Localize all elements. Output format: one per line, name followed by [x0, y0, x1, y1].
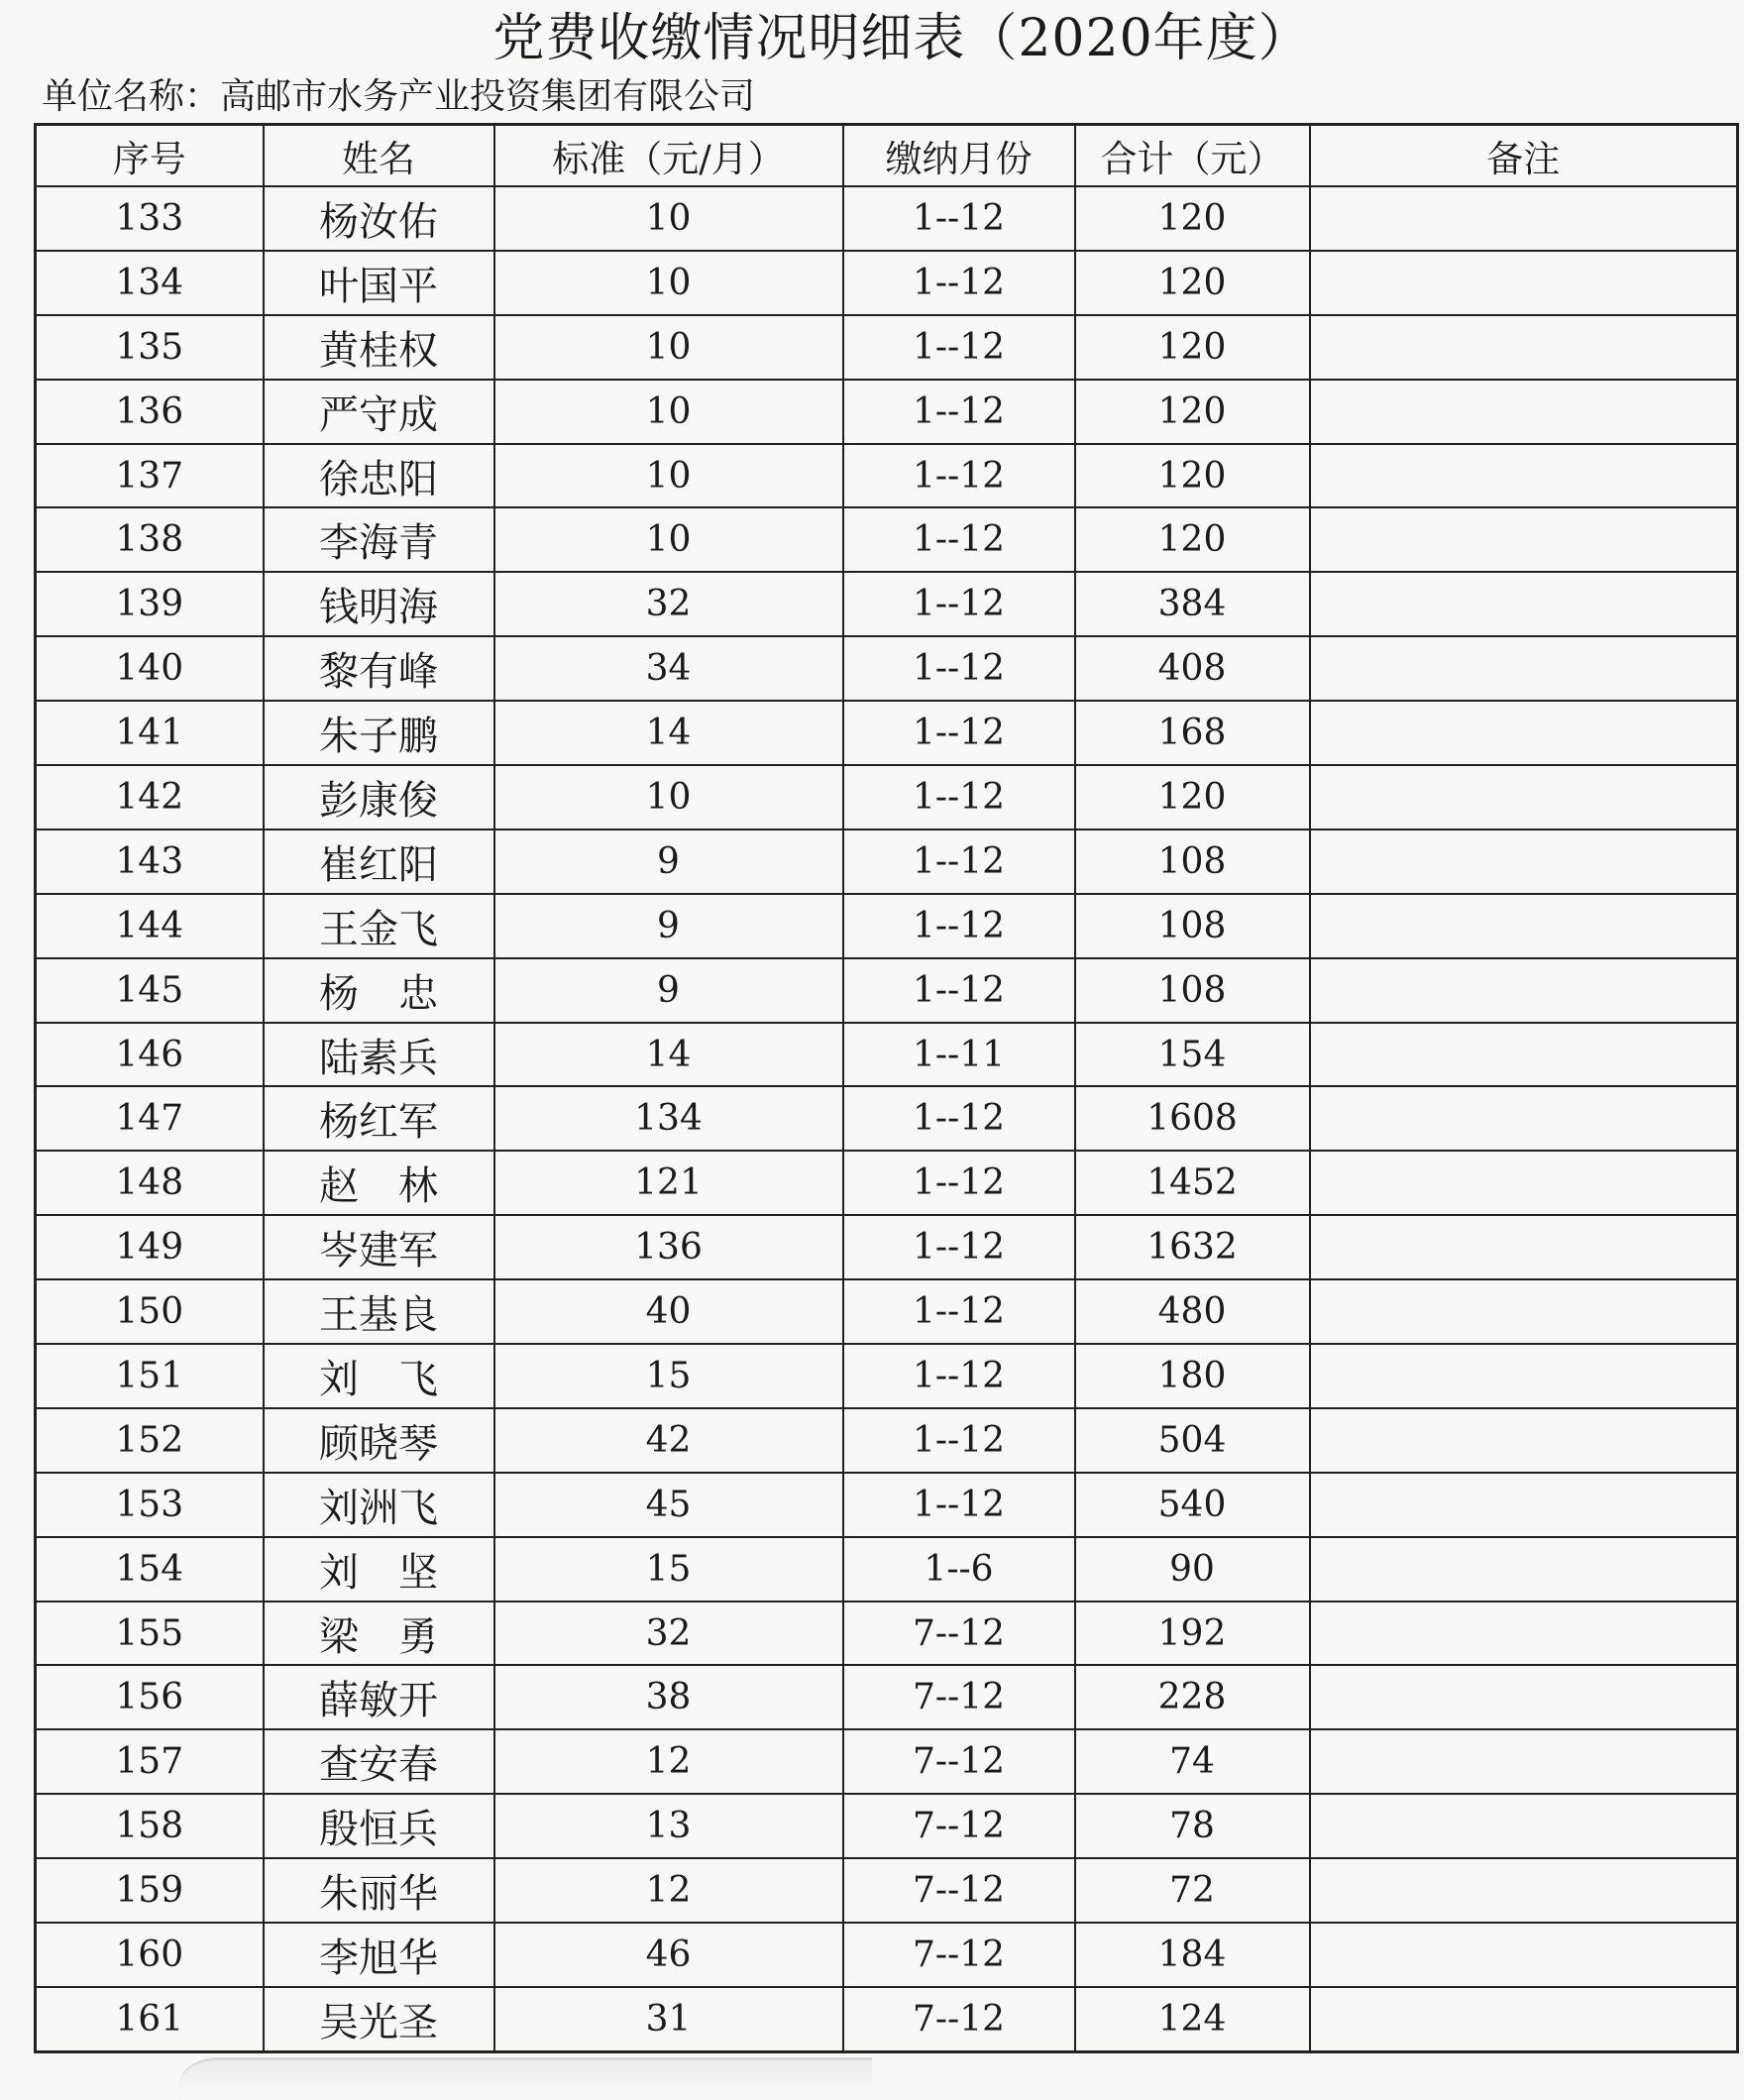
- cell-note: [1310, 894, 1738, 958]
- cell-months: 1--12: [843, 1215, 1075, 1279]
- cell-months: 1--12: [843, 894, 1075, 958]
- cell-no: 153: [36, 1473, 264, 1537]
- cell-note: [1310, 507, 1738, 572]
- document-title: 党费收缴情况明细表（2020年度）: [492, 9, 1311, 68]
- cell-total: 124: [1075, 1987, 1310, 2052]
- cell-no: 147: [36, 1086, 264, 1151]
- cell-name: 李旭华: [264, 1923, 494, 1987]
- cell-months: 1--12: [843, 1086, 1075, 1151]
- cell-standard: 13: [494, 1794, 843, 1858]
- table-row: [36, 380, 1738, 444]
- cell-no: 141: [36, 701, 264, 765]
- cell-no: 150: [36, 1279, 264, 1344]
- table-row: [36, 1858, 1738, 1923]
- table-row: [36, 507, 1738, 572]
- cell-total: 120: [1075, 765, 1310, 829]
- cell-months: 1--12: [843, 1344, 1075, 1408]
- cell-name: 岑建军: [264, 1215, 494, 1279]
- cell-total: 120: [1075, 315, 1310, 380]
- cell-no: 142: [36, 765, 264, 829]
- cell-standard: 34: [494, 636, 843, 701]
- cell-name: 王基良: [264, 1279, 494, 1344]
- cell-no: 158: [36, 1794, 264, 1858]
- cell-name: 钱明海: [264, 572, 494, 636]
- cell-no: 156: [36, 1665, 264, 1729]
- cell-standard: 134: [494, 1086, 843, 1151]
- cell-standard: 31: [494, 1987, 843, 2052]
- cell-name: 李海青: [264, 507, 494, 572]
- cell-no: 148: [36, 1151, 264, 1215]
- cell-months: 1--12: [843, 186, 1075, 251]
- cell-standard: 12: [494, 1729, 843, 1794]
- cell-standard: 15: [494, 1537, 843, 1602]
- cell-months: 1--12: [843, 507, 1075, 572]
- header-row: [36, 125, 1738, 187]
- cell-note: [1310, 1923, 1738, 1987]
- cell-standard: 10: [494, 251, 843, 315]
- table-row: [36, 186, 1738, 251]
- cell-no: 144: [36, 894, 264, 958]
- table-row: [36, 1473, 1738, 1537]
- cell-total: 120: [1075, 444, 1310, 508]
- cell-no: 152: [36, 1408, 264, 1473]
- cell-months: 1--12: [843, 829, 1075, 894]
- cell-standard: 10: [494, 765, 843, 829]
- cell-note: [1310, 1344, 1738, 1408]
- cell-note: [1310, 958, 1738, 1023]
- cell-note: [1310, 380, 1738, 444]
- header-name: 姓名: [264, 125, 494, 187]
- cell-no: 138: [36, 507, 264, 572]
- table-row: [36, 636, 1738, 701]
- table-body: [36, 186, 1738, 2052]
- cell-months: 7--12: [843, 1923, 1075, 1987]
- cell-no: 139: [36, 572, 264, 636]
- cell-total: 180: [1075, 1344, 1310, 1408]
- cell-months: 1--12: [843, 572, 1075, 636]
- cell-note: [1310, 251, 1738, 315]
- cell-months: 1--6: [843, 1537, 1075, 1602]
- cell-name: 刘洲飞: [264, 1473, 494, 1537]
- cell-name: 崔红阳: [264, 829, 494, 894]
- cell-note: [1310, 765, 1738, 829]
- cell-name: 杨汝佑: [264, 186, 494, 251]
- table-row: [36, 1794, 1738, 1858]
- cell-total: 1632: [1075, 1215, 1310, 1279]
- cell-note: [1310, 701, 1738, 765]
- table-row: [36, 1279, 1738, 1344]
- cell-standard: 46: [494, 1923, 843, 1987]
- cell-months: 1--12: [843, 444, 1075, 508]
- cell-note: [1310, 572, 1738, 636]
- table-row: [36, 1086, 1738, 1151]
- cell-total: 72: [1075, 1858, 1310, 1923]
- table-header: [36, 125, 1738, 187]
- table-row: [36, 251, 1738, 315]
- cell-months: 1--12: [843, 636, 1075, 701]
- cell-no: 154: [36, 1537, 264, 1602]
- cell-no: 133: [36, 186, 264, 251]
- cell-total: 78: [1075, 1794, 1310, 1858]
- cell-note: [1310, 1794, 1738, 1858]
- cell-note: [1310, 1408, 1738, 1473]
- cell-name: 赵 林: [264, 1151, 494, 1215]
- cell-no: 149: [36, 1215, 264, 1279]
- cell-no: 143: [36, 829, 264, 894]
- cell-standard: 9: [494, 894, 843, 958]
- cell-months: 7--12: [843, 1729, 1075, 1794]
- cell-note: [1310, 1023, 1738, 1087]
- cell-note: [1310, 1215, 1738, 1279]
- cell-total: 228: [1075, 1665, 1310, 1729]
- table-row: [36, 1602, 1738, 1666]
- cell-no: 151: [36, 1344, 264, 1408]
- cell-no: 135: [36, 315, 264, 380]
- cell-name: 彭康俊: [264, 765, 494, 829]
- table-row: [36, 1215, 1738, 1279]
- table-row: [36, 1987, 1738, 2052]
- cell-name: 查安春: [264, 1729, 494, 1794]
- cell-total: 120: [1075, 380, 1310, 444]
- table-row: [36, 1537, 1738, 1602]
- cell-months: 7--12: [843, 1665, 1075, 1729]
- cell-total: 504: [1075, 1408, 1310, 1473]
- cell-standard: 14: [494, 701, 843, 765]
- table-row: [36, 1923, 1738, 1987]
- cell-note: [1310, 1151, 1738, 1215]
- cell-no: 161: [36, 1987, 264, 2052]
- cell-no: 159: [36, 1858, 264, 1923]
- cell-no: 155: [36, 1602, 264, 1666]
- cell-name: 黄桂权: [264, 315, 494, 380]
- cell-standard: 32: [494, 572, 843, 636]
- cell-note: [1310, 315, 1738, 380]
- cell-total: 120: [1075, 507, 1310, 572]
- cell-total: 408: [1075, 636, 1310, 701]
- cell-total: 108: [1075, 829, 1310, 894]
- cell-months: 1--12: [843, 1151, 1075, 1215]
- cell-total: 108: [1075, 958, 1310, 1023]
- cell-note: [1310, 636, 1738, 701]
- cell-note: [1310, 186, 1738, 251]
- header-standard: 标准（元/月）: [494, 125, 843, 187]
- cell-months: 1--12: [843, 251, 1075, 315]
- cell-standard: 10: [494, 315, 843, 380]
- table-row: [36, 1408, 1738, 1473]
- cell-months: 7--12: [843, 1987, 1075, 2052]
- cell-total: 90: [1075, 1537, 1310, 1602]
- cell-months: 7--12: [843, 1858, 1075, 1923]
- cell-total: 168: [1075, 701, 1310, 765]
- table-row: [36, 1151, 1738, 1215]
- dues-table: [34, 123, 1739, 2053]
- cell-total: 1452: [1075, 1151, 1310, 1215]
- cell-no: 140: [36, 636, 264, 701]
- cell-total: 120: [1075, 251, 1310, 315]
- cell-note: [1310, 1987, 1738, 2052]
- cell-months: 7--12: [843, 1794, 1075, 1858]
- cell-standard: 32: [494, 1602, 843, 1666]
- cell-name: 朱丽华: [264, 1858, 494, 1923]
- cell-note: [1310, 1729, 1738, 1794]
- cell-months: 1--12: [843, 315, 1075, 380]
- cell-total: 74: [1075, 1729, 1310, 1794]
- cell-note: [1310, 1086, 1738, 1151]
- cell-name: 薛敏开: [264, 1665, 494, 1729]
- cell-name: 黎有峰: [264, 636, 494, 701]
- cell-note: [1310, 1858, 1738, 1923]
- cell-months: 1--12: [843, 701, 1075, 765]
- table-row: [36, 894, 1738, 958]
- cell-name: 梁 勇: [264, 1602, 494, 1666]
- header-note: 备注: [1310, 125, 1738, 187]
- cell-months: 1--12: [843, 380, 1075, 444]
- table-row: [36, 829, 1738, 894]
- cell-standard: 14: [494, 1023, 843, 1087]
- cell-name: 刘 坚: [264, 1537, 494, 1602]
- cell-no: 160: [36, 1923, 264, 1987]
- cell-standard: 40: [494, 1279, 843, 1344]
- cell-name: 顾晓琴: [264, 1408, 494, 1473]
- table-row: [36, 958, 1738, 1023]
- cell-total: 108: [1075, 894, 1310, 958]
- cell-name: 朱子鹏: [264, 701, 494, 765]
- cell-months: 1--12: [843, 1408, 1075, 1473]
- cell-months: 1--12: [843, 1473, 1075, 1537]
- cell-total: 184: [1075, 1923, 1310, 1987]
- cell-standard: 136: [494, 1215, 843, 1279]
- cell-total: 540: [1075, 1473, 1310, 1537]
- cell-note: [1310, 1602, 1738, 1666]
- cell-months: 7--12: [843, 1602, 1075, 1666]
- table-row: [36, 1729, 1738, 1794]
- cell-standard: 38: [494, 1665, 843, 1729]
- cell-name: 严守成: [264, 380, 494, 444]
- cell-name: 殷恒兵: [264, 1794, 494, 1858]
- cell-standard: 10: [494, 186, 843, 251]
- cell-total: 154: [1075, 1023, 1310, 1087]
- cell-standard: 42: [494, 1408, 843, 1473]
- cell-standard: 10: [494, 507, 843, 572]
- cell-no: 137: [36, 444, 264, 508]
- cell-name: 王金飞: [264, 894, 494, 958]
- unit-name: 单位名称：高邮市水务产业投资集团有限公司: [42, 76, 756, 117]
- header-no: 序号: [36, 125, 264, 187]
- cell-standard: 9: [494, 829, 843, 894]
- cell-no: 136: [36, 380, 264, 444]
- cell-standard: 10: [494, 380, 843, 444]
- cell-note: [1310, 1473, 1738, 1537]
- table-row: [36, 701, 1738, 765]
- cell-note: [1310, 1537, 1738, 1602]
- cell-standard: 9: [494, 958, 843, 1023]
- header-months: 缴纳月份: [843, 125, 1075, 187]
- cell-note: [1310, 829, 1738, 894]
- table-row: [36, 1665, 1738, 1729]
- cell-standard: 12: [494, 1858, 843, 1923]
- cell-months: 1--11: [843, 1023, 1075, 1087]
- cell-total: 384: [1075, 572, 1310, 636]
- table-row: [36, 1023, 1738, 1087]
- cell-no: 157: [36, 1729, 264, 1794]
- cell-total: 1608: [1075, 1086, 1310, 1151]
- cell-no: 146: [36, 1023, 264, 1087]
- cell-name: 徐忠阳: [264, 444, 494, 508]
- cell-no: 134: [36, 251, 264, 315]
- cell-no: 145: [36, 958, 264, 1023]
- cell-standard: 15: [494, 1344, 843, 1408]
- paper-fold-shadow: [178, 2057, 872, 2100]
- cell-name: 刘 飞: [264, 1344, 494, 1408]
- cell-months: 1--12: [843, 765, 1075, 829]
- cell-name: 杨 忠: [264, 958, 494, 1023]
- cell-name: 杨红军: [264, 1086, 494, 1151]
- cell-months: 1--12: [843, 958, 1075, 1023]
- table-row: [36, 315, 1738, 380]
- table-row: [36, 572, 1738, 636]
- table-row: [36, 1344, 1738, 1408]
- cell-note: [1310, 1279, 1738, 1344]
- cell-standard: 121: [494, 1151, 843, 1215]
- cell-total: 192: [1075, 1602, 1310, 1666]
- cell-standard: 45: [494, 1473, 843, 1537]
- cell-name: 叶国平: [264, 251, 494, 315]
- cell-note: [1310, 444, 1738, 508]
- cell-note: [1310, 1665, 1738, 1729]
- cell-name: 吴光圣: [264, 1987, 494, 2052]
- table-row: [36, 444, 1738, 508]
- cell-total: 480: [1075, 1279, 1310, 1344]
- header-total: 合计（元）: [1075, 125, 1310, 187]
- cell-name: 陆素兵: [264, 1023, 494, 1087]
- cell-total: 120: [1075, 186, 1310, 251]
- cell-months: 1--12: [843, 1279, 1075, 1344]
- table-row: [36, 765, 1738, 829]
- cell-standard: 10: [494, 444, 843, 508]
